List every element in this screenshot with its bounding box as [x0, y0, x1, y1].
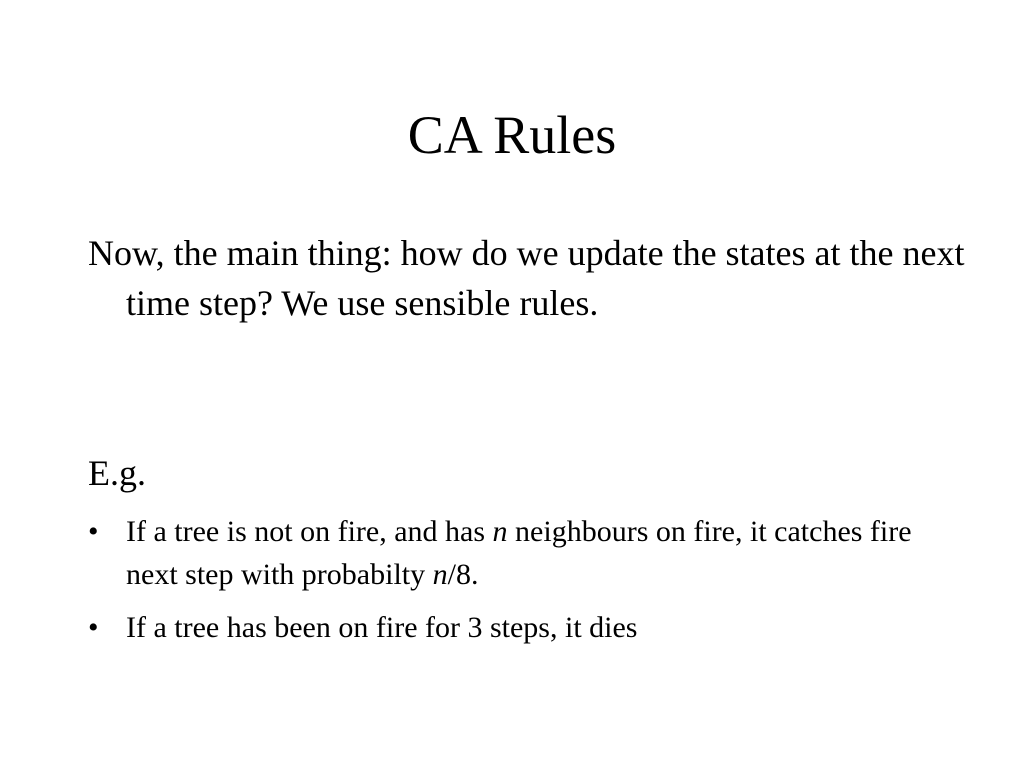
slide-title: CA Rules: [407, 105, 617, 165]
rule-item-tree-dies: [88, 606, 928, 649]
rules-list: [88, 510, 928, 649]
rule-text-part1: If a tree is not on fire, and has: [126, 515, 493, 548]
intro-paragraph: Now, the main thing: how do we update the states at the next time step? We use sensible rules.: [88, 233, 965, 323]
rule-text-part2: neighbours on fire, it catches fire next step with probabilty: [126, 515, 912, 591]
bullet-icon: •: [88, 611, 99, 644]
eg-label: E.g.: [88, 453, 146, 493]
variable-n: n: [492, 515, 508, 548]
rule-text: If a tree has been on fire for 3 steps, it dies: [126, 611, 638, 644]
bullet-icon: •: [88, 515, 99, 548]
variable-n-probability: n: [432, 558, 448, 591]
rule-text-part3: /8.: [447, 558, 479, 591]
rule-item-fire-spread: [88, 510, 928, 596]
